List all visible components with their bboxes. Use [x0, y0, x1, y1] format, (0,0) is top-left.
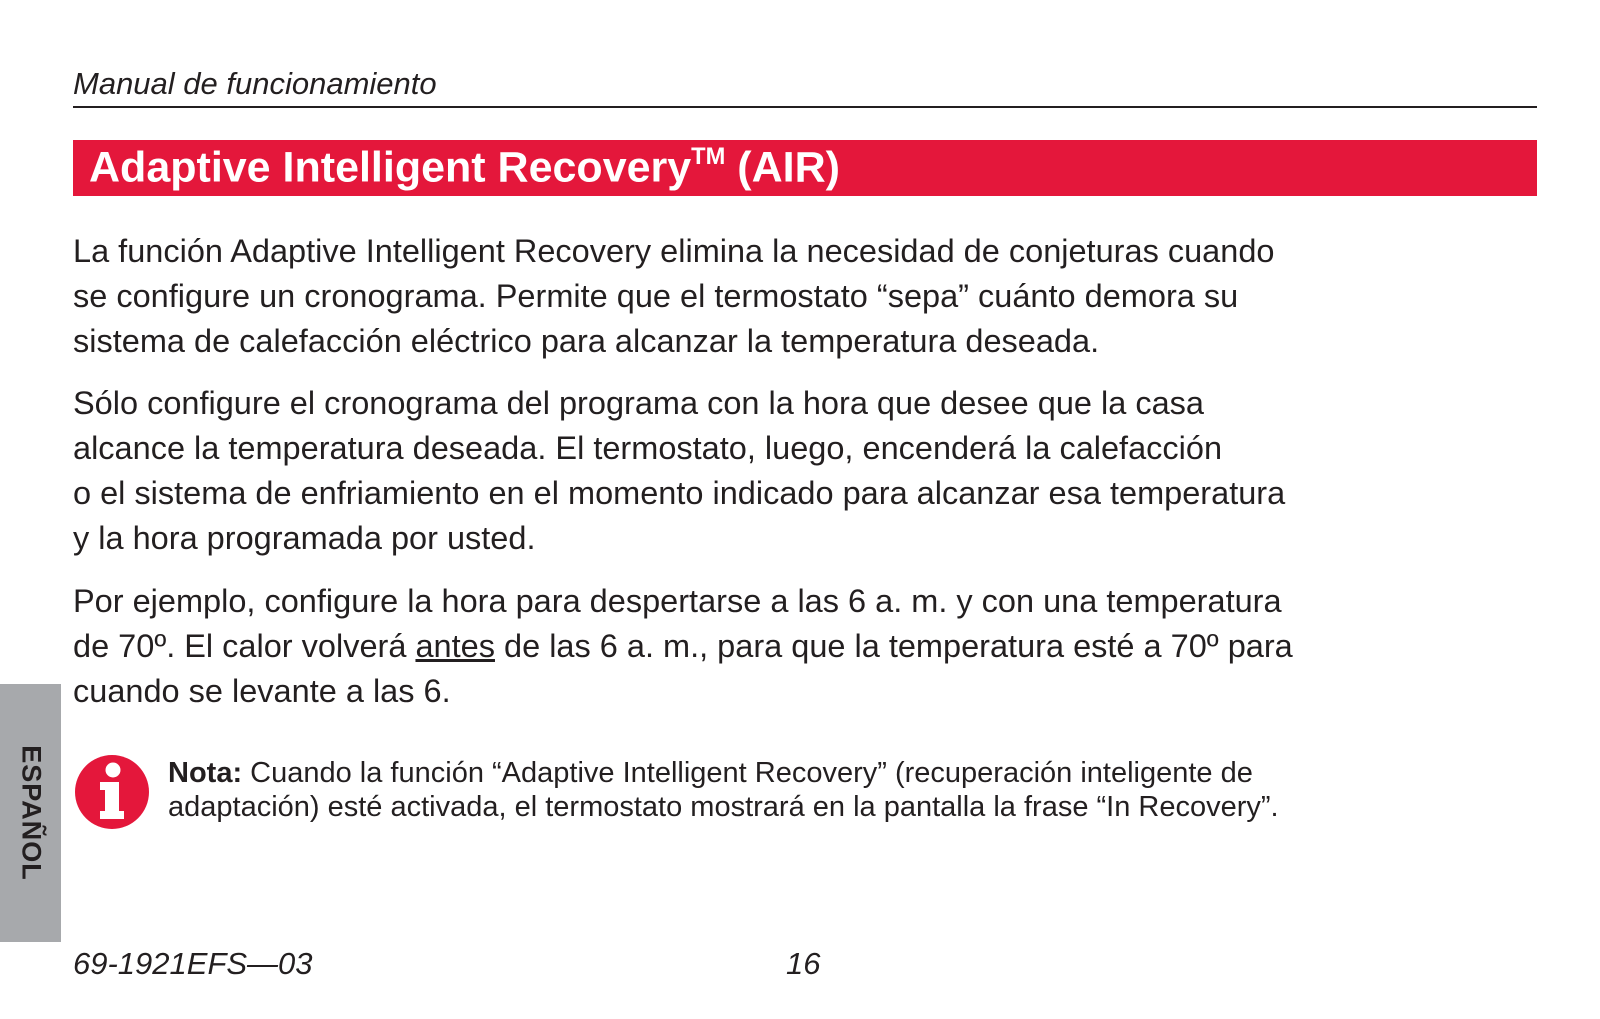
section-title	[89, 143, 840, 192]
note-line: adaptación) esté activada, el termostato mostrará en la pantalla la frase “In Recovery”.	[168, 791, 1279, 823]
paragraph-line: Por ejemplo, configure la hora para despertarse a las 6 a. m. y con una temperatura	[73, 583, 1282, 619]
section-title-text: Adaptive Intelligent Recovery	[89, 143, 692, 192]
paragraph-line: se configure un cronograma. Permite que el termostato “sepa” cuánto demora su	[73, 278, 1239, 314]
note-line	[168, 756, 1279, 790]
header-divider	[73, 106, 1537, 108]
paragraph-line: La función Adaptive Intelligent Recovery elimina la necesidad de conjeturas cuando	[73, 233, 1275, 269]
paragraph-example	[73, 579, 1553, 714]
paragraph-line: sistema de calefacción eléctrico para alcanzar la temperatura deseada.	[73, 323, 1100, 359]
paragraph-line: Sólo configure el cronograma del programa con la hora que desee que la casa	[73, 385, 1204, 421]
language-tab-label: ESPAÑOL	[16, 745, 46, 881]
document-code: 69-1921EFS—03	[73, 946, 313, 981]
paragraph-schedule-instructions	[73, 381, 1553, 561]
note-label: Nota:	[168, 757, 243, 789]
paragraph-line	[73, 624, 1553, 669]
paragraph-line: o el sistema de enfriamiento en el momento indicado para alcanzar esa temperatura	[73, 475, 1286, 511]
page-number: 16	[786, 946, 821, 981]
trademark-symbol: TM	[691, 144, 726, 171]
section-title-band	[73, 140, 1537, 196]
language-side-tab	[0, 684, 61, 942]
example-text-before: de 70º. El calor volverá	[73, 628, 416, 664]
info-icon	[73, 753, 151, 831]
paragraph-line: alcance la temperatura deseada. El termostato, luego, encenderá la calefacción	[73, 430, 1223, 466]
note-text-1: Cuando la función “Adaptive Intelligent Recovery” (recuperación inteligente de	[242, 757, 1253, 789]
paragraph-line: cuando se levante a las 6.	[73, 673, 451, 709]
note-block	[168, 756, 1279, 824]
paragraph-line: y la hora programada por usted.	[73, 520, 536, 556]
section-title-suffix: (AIR)	[725, 143, 840, 192]
paragraph-air-intro	[73, 229, 1553, 364]
running-header-title: Manual de funcionamiento	[73, 66, 437, 101]
underlined-word: antes	[415, 628, 495, 664]
example-text-after: de las 6 a. m., para que la temperatura esté a 70º para	[494, 628, 1293, 664]
